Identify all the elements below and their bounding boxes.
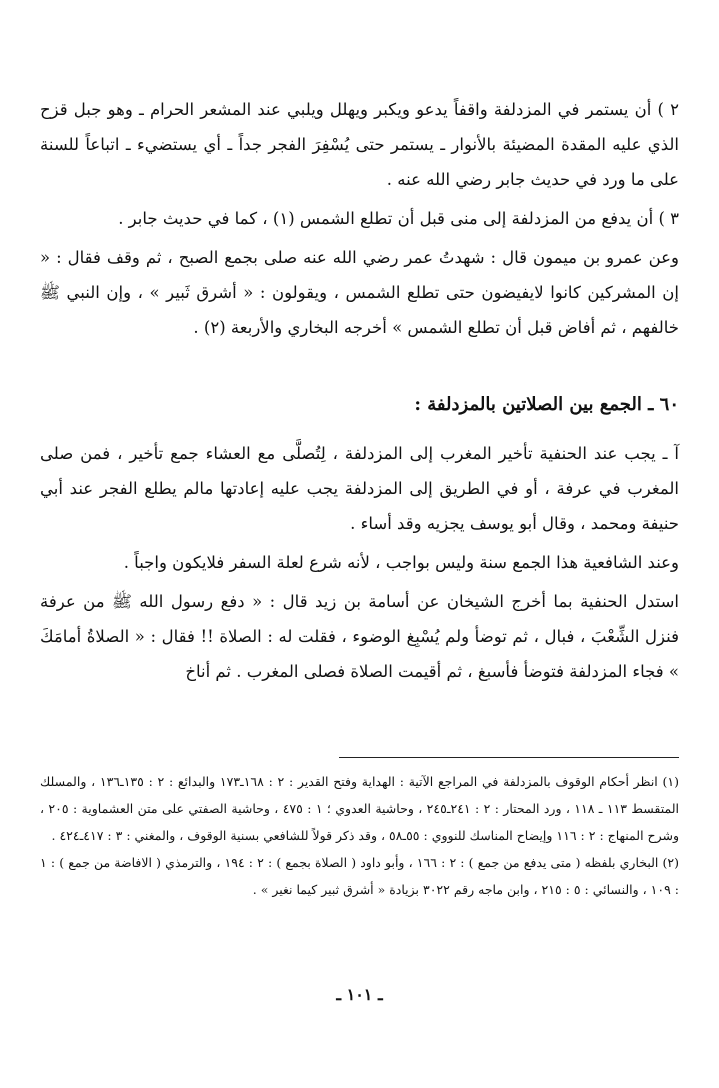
paragraph-departure-to-mina: ٣ ) أن يدفع من المزدلفة إلى منى قبل أن تطلع الشمس (١) ، كما في حديث جابر . <box>118 209 679 228</box>
footnotes <box>40 768 679 903</box>
paragraph-shafii-ruling: وعند الشافعية هذا الجمع سنة وليس بواجب ، لأنه شرع لعلة السفر فلايكون واجباً . <box>123 553 679 572</box>
footnote-2: (٢) البخاري بلفظه ( متى يدفع من جمع ) : ٢ : ١٦٦ ، وأبو داود ( الصلاة بجمع ) : ٢ : ١٩٤ ، والترمذي ( الافاضة من جمع ) : ١ : ١٠٩ ، والنسائي : ٥ : ٢١٥ ، وابن ماجه رقم ٣٠٢٢ بزيادة « أشرق ثبير كيما نغير » . <box>40 855 680 897</box>
paragraph-hanafi-ruling: آ ـ يجب عند الحنفية تأخير المغرب إلى المزدلفة ، لِتُصلَّى مع العشاء جمع تأخير ، فمن صلى المغرب في عرفة ، أو في الطريق إلى المزدلفة يجب عليه إعادتها مالم يطلع الفجر عند أبي حنيفة ومحمد ، وقال أبو يوسف يجزيه وقد أساء . <box>40 444 679 533</box>
paragraph-amr-ibn-maymun-hadith: وعن عمرو بن ميمون قال : شهدتُ عمر رضي الله عنه صلى بجمع الصبح ، ثم وقف فقال : « إن المشركين كانوا لايفيضون حتى تطلع الشمس ، ويقولون : « أشرق ثَبير » ، وإن النبي ﷺ خالفهم ، ثم أفاض قبل أن تطلع الشمس » أخرجه البخاري والأربعة (٢) . <box>40 248 679 337</box>
paragraph-standing-at-muzdalifah: ٢ ) أن يستمر في المزدلفة واقفاً يدعو ويكبر ويهلل ويلبي عند المشعر الحرام ـ وهو جبل قزح الذي عليه المقدة المضيئة بالأنوار ـ يستمر حتى يُسْفِرَ الفجر جداً ـ أي يستضيء ـ اتباعاً للسنة على ما ورد في حديث جابر رضي الله عنه . <box>40 100 679 189</box>
footnote-divider <box>339 757 679 758</box>
footnote-1: (١) انظر أحكام الوقوف بالمزدلفة في المراجع الآتية : الهداية وفتح القدير : ٢ : ١٦٨ـ١٧٣ والبدائع : ٢ : ١٣٥ـ١٣٦ ، والمسلك المتقسط ١١٣ ـ ١١٨ ، ورد المحتار : ٢ : ٢٤١ـ٢٤٥ ، وحاشية العدوي ؛ ١ : ٤٧٥ ، وحاشية الصفتي على متن العشماوية : ٢٠٥ ، وشرح المنهاج : ٢ : ١١٦ وإيضاح المناسك للنووي : ٥٥ـ٥٨ ، وقد ذكر قولاً للشافعي بسنية الوقوف ، والمغني : ٣ : ٤١٧ـ٤٢٤ . <box>40 774 680 843</box>
paragraph-usama-hadith: استدل الحنفية بما أخرج الشيخان عن أسامة بن زيد قال : « دفع رسول الله ﷺ من عرفة فنزل الشِّعْبَ ، فبال ، ثم توضأ ولم يُسْبِغ الوضوء ، فقلت له : الصلاة !! فقال : « الصلاةُ أمامَكَ » فجاء المزدلفة فتوضأ فأسبغ ، ثم أقيمت الصلاة فصلى المغرب . ثم أناخ <box>40 592 679 681</box>
page-number: ـ ١٠١ ـ <box>336 985 383 1004</box>
section-heading: ٦٠ ـ الجمع بين الصلاتين بالمزدلفة : <box>414 394 679 415</box>
